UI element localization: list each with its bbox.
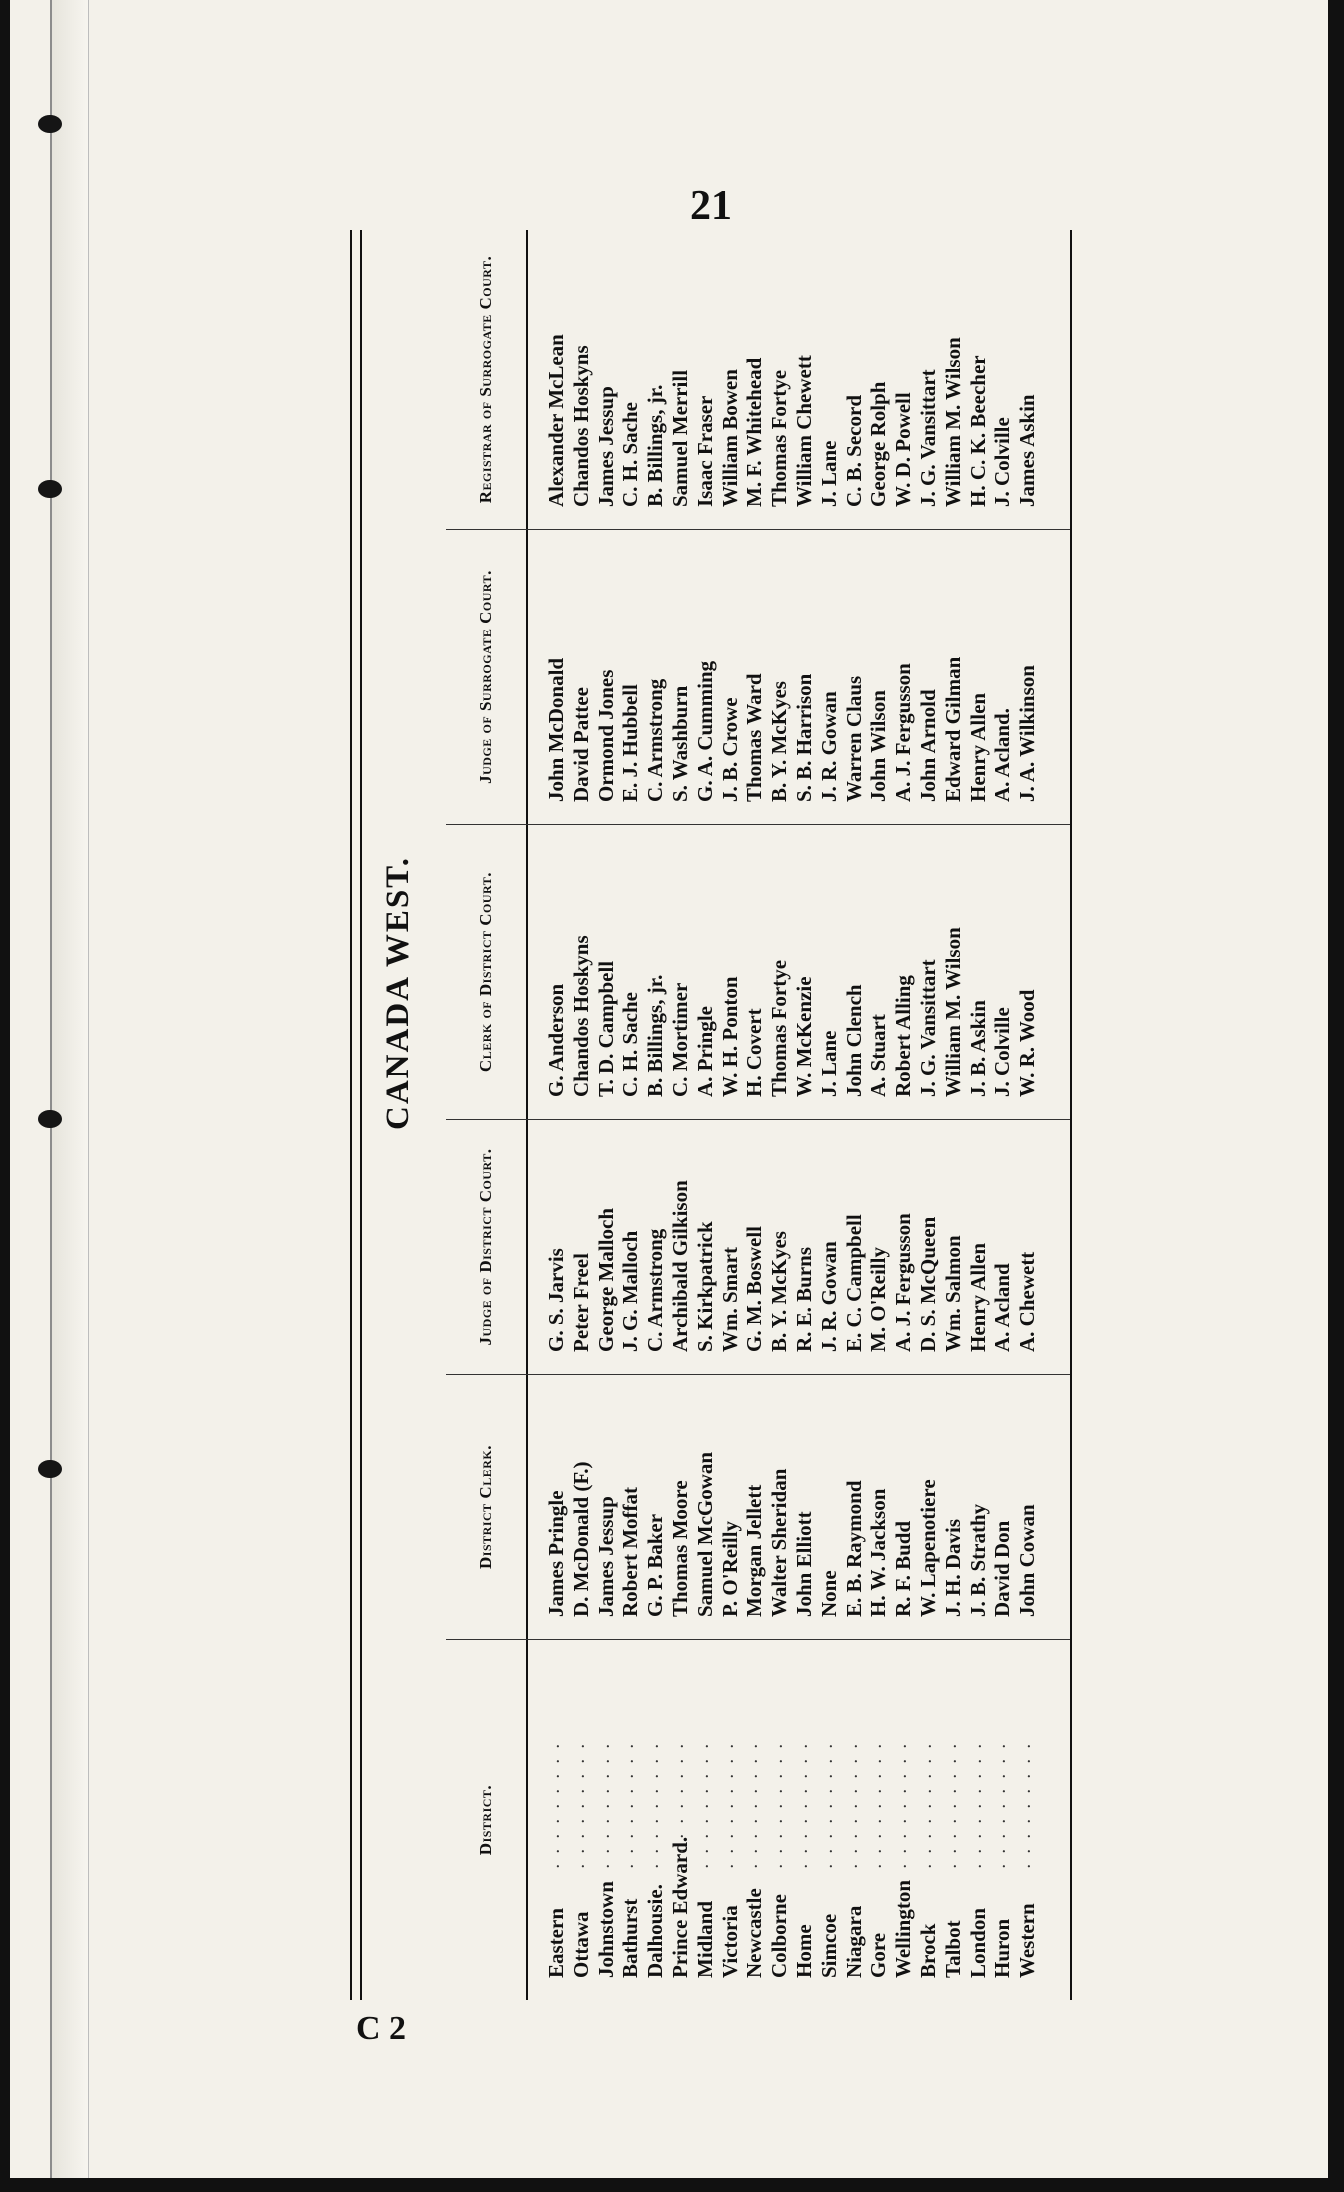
leader-dots: . . . . . . . . . (572, 1740, 588, 1868)
table-cell: J. B. Askin (965, 1000, 990, 1097)
leader-dots: . . . . . . . . . (944, 1740, 960, 1868)
table-cell: A. Pringle (692, 1006, 717, 1097)
table-cell: H. Covert (742, 1008, 767, 1097)
column-district-clerk (446, 1375, 1070, 1640)
table-cell: E. C. Campbell (841, 1214, 866, 1352)
table-cell: J. G. Malloch (618, 1230, 643, 1352)
leader-dots: . . . . . . . . . (870, 1740, 886, 1868)
table-cell: J. Lane (816, 1030, 841, 1097)
table-row-district (990, 1640, 1015, 1978)
table-cell: H. C. K. Beecher (965, 355, 990, 507)
column-registrar-surrogate-court (446, 230, 1070, 530)
leader-dots: . . . . . . . . . (771, 1740, 787, 1868)
table-cell: J. B. Strathy (965, 1503, 990, 1617)
table-cell: Samuel McGowan (692, 1451, 717, 1617)
table-cell: W. H. Ponton (717, 976, 742, 1097)
column-judge-district-court (446, 1120, 1070, 1375)
table-row-district (668, 1640, 693, 1978)
leader-dots: . . . . . . . . . (969, 1740, 985, 1868)
table-cell: Henry Allen (965, 692, 990, 802)
top-double-rule (350, 230, 362, 2000)
table-cell: J. A. Wilkinson (1015, 665, 1040, 802)
district-name: Midland (692, 1900, 717, 1978)
table-cell: Walter Sheridan (767, 1468, 792, 1617)
signature-mark: C 2 (356, 2010, 407, 2047)
table-cell: George Malloch (593, 1207, 618, 1352)
column-header: District Clerk. (476, 1445, 496, 1569)
leader-dots: . . . . . . . . . (1019, 1740, 1035, 1868)
table-cell: Isaac Fraser (692, 395, 717, 507)
table-cell: Robert Alling (891, 975, 916, 1097)
table-cell: James Jessup (593, 1496, 618, 1617)
column-body (526, 1120, 1040, 1374)
table-cell: G. Anderson (544, 983, 568, 1097)
column-header: Registrar of Surrogate Court. (476, 255, 496, 504)
column-body (526, 1375, 1040, 1639)
leader-dots: . . . . . . . . . (671, 1740, 687, 1868)
table-cell: J. G. Vansittart (915, 959, 940, 1097)
district-name: London (965, 1907, 990, 1978)
table-row-district (767, 1640, 792, 1978)
binding-edge (50, 0, 89, 2178)
leader-dots: . . . . . . . . . (746, 1740, 762, 1868)
table-cell: James Askin (1015, 394, 1040, 507)
table-row-district (842, 1640, 867, 1978)
table-cell: C. Armstrong (643, 1228, 668, 1352)
column-body (526, 825, 1040, 1119)
table-cell: John McDonald (544, 657, 568, 802)
table-cell: A. Acland. (990, 708, 1015, 802)
table-row-district (742, 1640, 767, 1978)
table-cell: William M. Wilson (940, 927, 965, 1097)
district-name: Western (1015, 1903, 1040, 1978)
leader-dots: . . . . . . . . . (622, 1740, 638, 1868)
table-row-district (866, 1640, 891, 1978)
district-name: Home (791, 1924, 816, 1978)
district-name: Ottawa (568, 1911, 593, 1978)
table-row-district (966, 1640, 991, 1978)
leader-dots: . . . . . . . . . (820, 1740, 836, 1868)
district-name: Wellington (891, 1879, 916, 1978)
table-cell: C. Armstrong (643, 678, 668, 802)
table-cell: John Cowan (1015, 1504, 1040, 1617)
table-row-district (643, 1640, 668, 1978)
table-cell: Archibald Gilkison (667, 1180, 692, 1352)
table-cell: S. Kirkpatrick (692, 1221, 717, 1352)
column-body (526, 1640, 1040, 2000)
binding-hole (38, 1110, 62, 1128)
table-cell: Chandos Hoskyns (568, 345, 593, 507)
table-cell: Wm. Salmon (940, 1235, 965, 1352)
table-cell: David Pattee (568, 687, 593, 802)
table-cell: B. Y. McKyes (767, 681, 792, 802)
leader-dots: . . . . . . . . . (647, 1740, 663, 1868)
table-cell: Thomas Ward (742, 673, 767, 802)
table-cell: G. P. Baker (643, 1513, 668, 1617)
leader-dots: . . . . . . . . . (548, 1740, 563, 1868)
table-cell: J. H. Davis (940, 1518, 965, 1617)
table-cell: J. B. Crowe (717, 697, 742, 802)
table-cell: William Chewett (791, 355, 816, 507)
table-row-district (693, 1640, 718, 1978)
table-cell: Thomas Fortye (767, 369, 792, 507)
table-cell: B. Billings, jr. (643, 384, 668, 507)
table-cell: J. G. Vansittart (915, 369, 940, 507)
leader-dots: . . . . . . . . . (994, 1740, 1010, 1868)
binding-hole (38, 115, 62, 133)
district-name: Colborne (767, 1894, 792, 1978)
district-name: Prince Edward. (667, 1836, 692, 1978)
table-row-district (792, 1640, 817, 1978)
table-row-district (718, 1640, 743, 1978)
table-cell: J. Lane (816, 440, 841, 507)
table-cell: A. J. Fergusson (891, 1213, 916, 1352)
table-row-district (594, 1640, 619, 1978)
rotated-table (350, 230, 1090, 2000)
leader-dots: . . . . . . . . . (696, 1740, 712, 1868)
leader-dots: . . . . . . . . . (895, 1740, 911, 1868)
table-cell: A. Stuart (866, 1014, 891, 1097)
table-row-district (1015, 1640, 1040, 1978)
table-cell: Alexander McLean (544, 334, 568, 507)
table-cell: G. M. Boswell (742, 1226, 767, 1352)
table-cell: A. J. Fergusson (891, 663, 916, 802)
table-cell: R. F. Budd (891, 1520, 916, 1617)
table-cell: Peter Freel (568, 1253, 593, 1352)
table-cell: R. E. Burns (791, 1246, 816, 1352)
table-cell: B. Y. McKyes (767, 1231, 792, 1352)
table-cell: D. McDonald (F.) (568, 1461, 593, 1617)
column-header: Judge of District Court. (476, 1148, 496, 1346)
table-cell: Henry Allen (965, 1242, 990, 1352)
table-cell: Edward Gilman (940, 656, 965, 802)
document-page (10, 0, 1328, 2178)
table-cell: M. O'Reilly (866, 1247, 891, 1352)
table-cell: J. R. Gowan (816, 691, 841, 802)
table-cell: William Bowen (717, 369, 742, 507)
table-cell: Wm. Smart (717, 1247, 742, 1352)
table-cell: S. Washburn (667, 685, 692, 802)
table-cell: H. W. Jackson (866, 1488, 891, 1617)
bottom-rule (1070, 230, 1072, 2000)
binding-hole (38, 480, 62, 498)
leader-dots: . . . . . . . . . (795, 1740, 811, 1868)
column-body (526, 530, 1040, 824)
table-cell: W. McKenzie (791, 976, 816, 1097)
district-name: Niagara (841, 1905, 866, 1978)
table-row-district (941, 1640, 966, 1978)
column-header: District. (476, 1784, 496, 1856)
district-name: Victoria (717, 1905, 742, 1978)
binding-hole (38, 1460, 62, 1478)
table-cell: T. D. Campbell (593, 960, 618, 1097)
table-cell: Samuel Merrill (667, 369, 692, 507)
table-cell: Chandos Hoskyns (568, 935, 593, 1097)
table-cell: S. B. Harrison (791, 673, 816, 802)
district-name: Dalhousie. (643, 1884, 668, 1978)
table-cell: None (816, 1570, 841, 1617)
table-row-district (569, 1640, 594, 1978)
table-cell: George Rolph (866, 381, 891, 507)
column-clerk-district-court (446, 825, 1070, 1120)
table-cell: David Don (990, 1520, 1015, 1617)
table-cell: G. A. Cumming (692, 660, 717, 802)
table-cell: P. O'Reilly (717, 1520, 742, 1617)
table-cell: Thomas Fortye (767, 959, 792, 1097)
table-cell: William M. Wilson (940, 337, 965, 507)
table-cell: C. H. Sache (618, 402, 643, 507)
district-name: Simcoe (816, 1913, 841, 1978)
table-cell: A. Acland (990, 1263, 1015, 1352)
column-district (446, 1640, 1070, 2000)
table-row-district (891, 1640, 916, 1978)
table-row-district (817, 1640, 842, 1978)
table-cell: M. F. Whitehead (742, 357, 767, 507)
table-cell: J. Colville (990, 1007, 1015, 1097)
section-title: CANADA WEST. (380, 856, 416, 1130)
table-cell: John Arnold (915, 689, 940, 802)
table-cell: D. S. McQueen (915, 1216, 940, 1352)
table-cell: Ormond Jones (593, 669, 618, 802)
column-body (526, 230, 1040, 529)
district-name: Johnstown (593, 1881, 618, 1978)
table-cell: James Jessup (593, 386, 618, 507)
table-row-district (618, 1640, 643, 1978)
table-cell: John Clench (841, 984, 866, 1097)
table-cell: Robert Moffat (618, 1486, 643, 1617)
table-cell: G. S. Jarvis (544, 1248, 568, 1352)
table-cell: J. R. Gowan (816, 1241, 841, 1352)
table-cell: C. B. Secord (841, 395, 866, 507)
column-header: Clerk of District Court. (476, 871, 496, 1073)
column-judge-surrogate-court (446, 530, 1070, 825)
table-cell: A. Chewett (1015, 1251, 1040, 1352)
table-cell: E. J. Hubbell (618, 684, 643, 802)
table-cell: W. R. Wood (1015, 989, 1040, 1097)
table-cell: W. Lapenotiere (915, 1479, 940, 1617)
district-name: Huron (990, 1918, 1015, 1978)
table-row-district (916, 1640, 941, 1978)
table-cell: C. Mortimer (667, 982, 692, 1097)
leader-dots: . . . . . . . . . (919, 1740, 935, 1868)
table-cell: James Pringle (544, 1490, 568, 1617)
district-name: Talbot (940, 1920, 965, 1978)
column-header: Judge of Surrogate Court. (476, 570, 496, 784)
table-cell: B. Billings, jr. (643, 974, 668, 1097)
table-cell: Morgan Jellett (742, 1484, 767, 1617)
table-cell: J. Colville (990, 417, 1015, 507)
leader-dots: . . . . . . . . . (721, 1740, 737, 1868)
district-name: Newcastle (742, 1888, 767, 1978)
table-cell: Warren Claus (841, 675, 866, 802)
leader-dots: . . . . . . . . . (597, 1740, 613, 1868)
table-cell: C. H. Sache (618, 992, 643, 1097)
table-cell: John Elliott (791, 1511, 816, 1617)
district-name: Bathurst (618, 1898, 643, 1978)
page-number: 21 (690, 183, 732, 229)
leader-dots: . . . . . . . . . (845, 1740, 861, 1868)
table-cell: Thomas Moore (667, 1480, 692, 1617)
table-cell: E. B. Raymond (841, 1480, 866, 1617)
district-name: Gore (866, 1932, 891, 1978)
table-cell: W. D. Powell (891, 392, 916, 507)
table-cell: John Wilson (866, 690, 891, 802)
district-name: Brock (915, 1923, 940, 1978)
district-name: Eastern (544, 1908, 568, 1978)
table-row-district (544, 1640, 569, 1978)
